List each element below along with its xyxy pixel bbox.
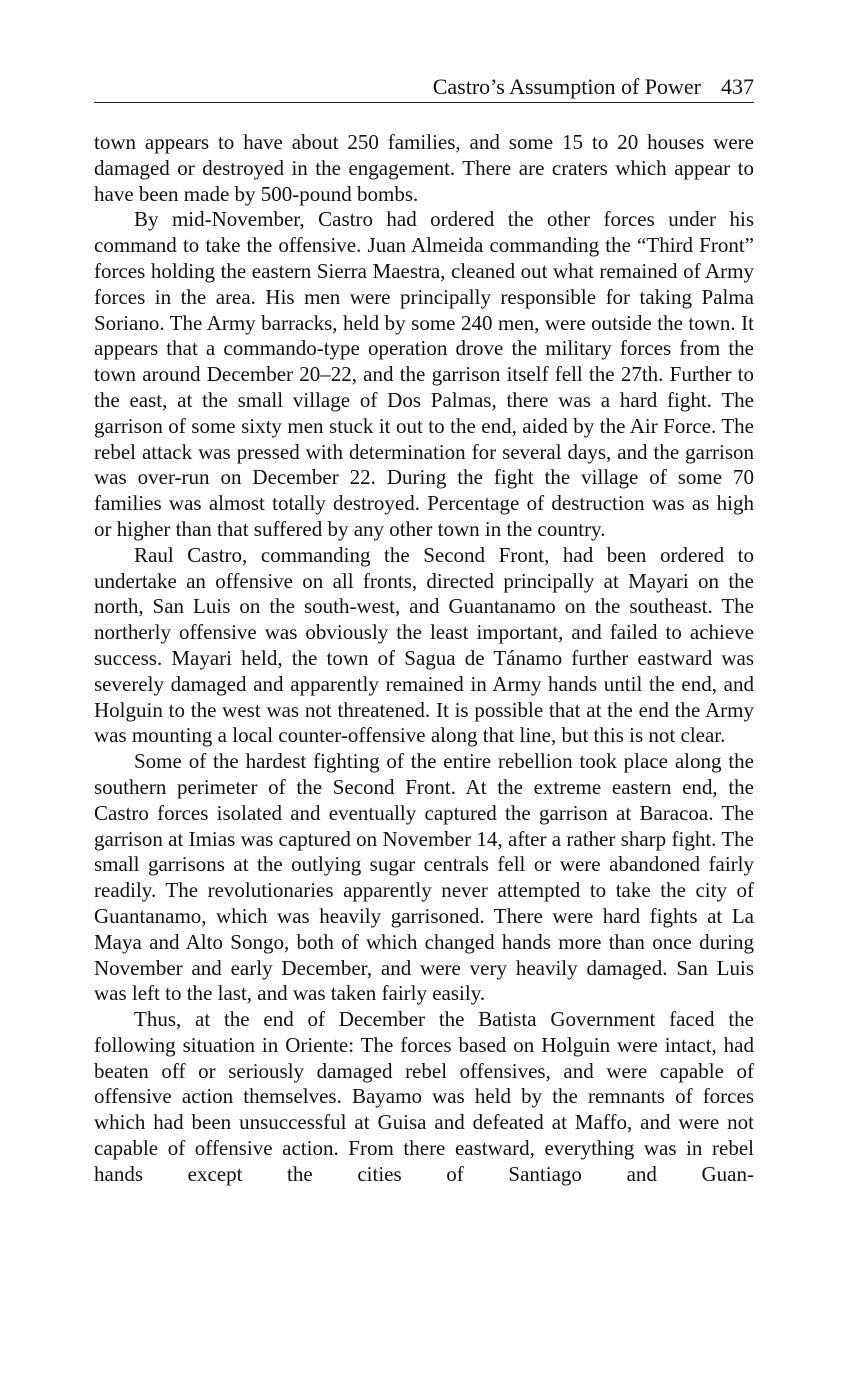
paragraph-2: By mid-November, Castro had ordered the other forces under his command to take the offensive. Juan Almeida commanding the “Third Front” forces holding the eastern Sierra Maestra, cleaned out what remained of Army forces in the area. His men were principally responsible for taking Palma Soriano. The Army barracks, held by some 240 men, were outside the town. It appears that a commando-type operation drove the military forces from the town around December 20–22, and the garrison itself fell the 27th. Further to the east, at the small village of Dos Palmas, there was a hard fight. The garrison of some sixty men stuck it out to the end, aided by the Air Force. The rebel attack was pressed with determination for several days, and the garrison was over-run on December 22. During the fight the village of some 70 families was almost totally destroyed. Percentage of destruction was as high or higher than that suffered by any other town in the country. bbox=[94, 207, 754, 541]
running-header bbox=[94, 72, 754, 103]
running-title: Castro’s Assumption of Power bbox=[432, 74, 701, 99]
paragraph-4: Some of the hardest fighting of the entire rebellion took place along the southern perimeter of the Second Front. At the extreme eastern end, the Castro forces isolated and eventually captured the garrison at Baracoa. The garrison at Imias was captured on November 14, after a rather sharp fight. The small garrisons at the outlying sugar centrals fell or were abandoned fairly readily. The revolutionaries apparently never attempted to take the city of Guantanamo, which was heavily garrisoned. There were hard fights at La Maya and Alto Songo, both of which changed hands more than once during November and early December, and were very heavily damaged. San Luis was left to the last, and was taken fairly easily. bbox=[94, 749, 754, 1006]
paragraph-1: town appears to have about 250 families, and some 15 to 20 houses were damaged or destroyed in the engagement. There are craters which appear to have been made by 500-pound bombs. bbox=[94, 130, 754, 206]
paragraph-3: Raul Castro, commanding the Second Front, had been ordered to undertake an offensive on all fronts, directed principally at Mayari on the north, San Luis on the south-west, and Guantanamo on the southeast. The northerly offensive was obviously the least important, and failed to achieve success. Mayari held, the town of Sagua de Tánamo further eastward was severely damaged and apparently remained in Army hands until the end, and Holguin to the west was not threatened. It is possible that at the end the Army was mounting a local counter-offensive along that line, but this is not clear. bbox=[94, 542, 754, 748]
paragraph-5: Thus, at the end of December the Batista Government faced the following situation in Oriente: The forces based on Holguin were intact, had beaten off or seriously damaged rebel offensives, and were capable of offensive action themselves. Bayamo was held by the remnants of forces which had been unsuccessful at Guisa and defeated at Maffo, and were not capable of offensive action. From there eastward, everything was in rebel hands except the cities of Santiago and Guan- bbox=[94, 1007, 754, 1186]
body-text bbox=[94, 130, 754, 1188]
page-number: 437 bbox=[721, 74, 754, 99]
